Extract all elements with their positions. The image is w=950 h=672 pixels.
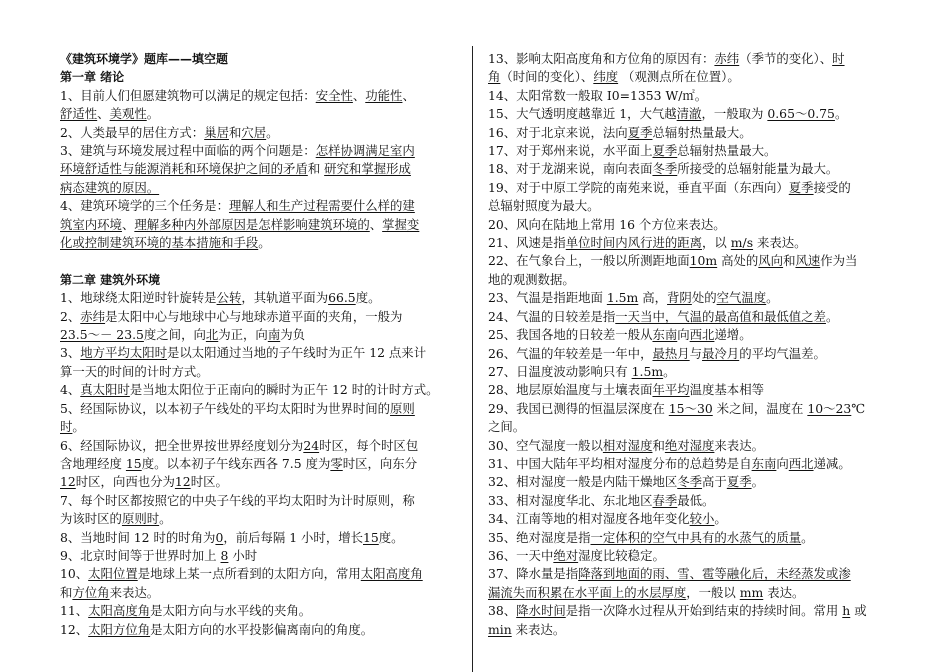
text-segment: 递增。 [714, 327, 752, 343]
text-line [488, 308, 888, 326]
answer-blank: 夏季 [788, 179, 814, 195]
answer-blank: mm [739, 584, 764, 600]
text-line [488, 252, 888, 270]
text-segment: ，其轨道平面为 [241, 290, 329, 306]
answer-blank: 掌握变 [382, 216, 420, 232]
answer-blank: 真太阳时 [80, 382, 130, 398]
answer-blank: 原则 [390, 400, 415, 416]
text-line [60, 216, 465, 234]
answer-blank: 赤纬 [80, 308, 106, 324]
text-segment: 湿度比较稳定。 [578, 547, 665, 563]
text-segment: 38、 [488, 603, 517, 619]
text-segment: 含地理经度 [60, 455, 126, 471]
answer-blank: 1.5m [606, 290, 639, 306]
answer-blank: 15～30 [668, 400, 713, 416]
text-segment: 26、气温的年较差是一年中， [488, 345, 653, 361]
text-segment: 4、 [60, 382, 81, 398]
text-line [488, 271, 888, 289]
text-line [60, 529, 465, 547]
answer-blank: 太阳高度角 [360, 566, 423, 582]
text-line [488, 50, 888, 68]
text-line [60, 381, 465, 399]
text-segment: 。 [801, 529, 814, 545]
text-line [60, 584, 465, 602]
text-line [488, 437, 888, 455]
text-segment: 度。 [378, 529, 404, 545]
answer-blank: 赤纬 [714, 51, 740, 66]
answer-blank: 穴居 [241, 124, 267, 140]
text-line [488, 179, 888, 197]
answer-blank: 夏季 [652, 143, 678, 159]
text-segment: 14、太阳常数一般取 I0=1353 W/㎡。 [488, 87, 708, 103]
text-segment: 温度基本相等 [689, 382, 764, 398]
text-line [60, 105, 465, 123]
text-segment: 12、 [60, 621, 89, 637]
answer-blank: 清澈 [676, 106, 702, 122]
text-segment: 表达。 [763, 584, 805, 600]
text-segment: 6、经国际协议，把全世界按世界经度划分为 [60, 437, 304, 453]
text-segment: 、 [121, 216, 135, 232]
answer-blank: 12 [60, 474, 76, 490]
text-segment: 与 [689, 345, 703, 361]
text-segment: 2、 [60, 308, 81, 324]
answer-blank: 8 [220, 547, 229, 563]
text-segment: 度。以本初子午线东西各 7.5 度为 [141, 455, 331, 471]
answer-blank: 10m [689, 253, 718, 269]
text-segment: 是太阳方向的水平投影偏离南向的角度。 [150, 621, 374, 637]
answer-blank: 冬季 [652, 161, 678, 177]
answer-blank: 纬度 [593, 69, 619, 85]
text-segment: 为正，向 [218, 327, 268, 343]
answer-blank: 太阳位置 [88, 566, 138, 582]
text-line [488, 345, 888, 363]
text-segment: 接受的 [813, 179, 851, 195]
text-segment: 13、影响太阳高度角和方位角的原因有： [488, 51, 715, 66]
text-segment: 。 [766, 290, 779, 306]
text-segment: 4、建筑环境学的三个任务是： [60, 198, 229, 214]
text-segment: 37、降水量是指 [488, 566, 579, 582]
text-line [488, 326, 888, 344]
answer-blank: 零 [330, 455, 343, 471]
answer-blank: 时 [832, 51, 845, 66]
answer-blank: 公转 [216, 290, 242, 306]
text-segment: 1、地球绕太阳逆时针旋转是 [60, 290, 217, 306]
text-segment: 是地球上某一点所看到的太阳方向，常用 [137, 566, 361, 582]
answer-blank: 方位角 [72, 584, 110, 600]
text-line [488, 621, 888, 639]
text-segment: 。 [72, 419, 85, 435]
answer-blank: 夏季 [726, 474, 752, 490]
text-line [60, 160, 465, 178]
text-line [60, 308, 465, 326]
text-segment: 和 [60, 584, 73, 600]
text-segment: 总辐射热量最大。 [677, 143, 777, 159]
text-line [488, 87, 888, 105]
text-segment: 。 [266, 124, 279, 140]
text-line [488, 289, 888, 307]
text-line [488, 492, 888, 510]
answer-blank: h [842, 603, 851, 619]
text-segment: ，一般取为 [701, 106, 768, 122]
answer-blank: 研究和掌握形成 [324, 161, 411, 177]
text-segment: 是以太阳通过当地的子午线时为正午 12 点来计 [167, 345, 427, 361]
text-segment: 28、地层原始温度与土壤表面 [488, 382, 653, 398]
text-segment: 算一天的时间的计时方式。 [60, 363, 209, 379]
answer-blank: m/s [730, 235, 754, 251]
text-segment: 米之间，温度在 [712, 400, 808, 416]
text-segment: 向 [677, 327, 690, 343]
text-segment: 。 [825, 308, 839, 324]
text-segment: 30、空气湿度一般以 [488, 437, 603, 453]
text-segment: 24、气温的日较差是指 [488, 308, 616, 324]
text-segment: ℃ [851, 400, 866, 416]
text-segment: 第一章 绪论 [60, 70, 125, 85]
answer-blank: 西北 [788, 455, 814, 471]
answer-blank: 原则时 [121, 511, 160, 527]
text-segment: 20、风向在陆地上常用 16 个方位来表达。 [488, 216, 726, 232]
text-line [488, 142, 888, 160]
text-segment: 18、对于龙湖来说，南向表面 [488, 161, 653, 177]
answer-blank: 较小 [689, 511, 715, 527]
text-line [60, 510, 465, 528]
text-line [488, 68, 888, 86]
text-line [60, 87, 465, 105]
text-line [60, 473, 465, 491]
text-segment: 总辐射照度为最大。 [488, 198, 600, 214]
answer-blank: 12 [174, 474, 191, 490]
text-segment: 或 [850, 603, 867, 619]
answer-blank: 15 [125, 455, 142, 471]
text-line [488, 529, 888, 547]
text-segment: 是当地太阳位于正南向的瞬时为正午 12 时的计时方式。 [129, 382, 439, 398]
answer-blank: 春季 [652, 492, 678, 508]
text-segment: ，前后每隔 1 小时，增长 [223, 529, 363, 545]
column-divider [472, 46, 473, 672]
answer-blank: 一天当中，气温的最高值和最低值之差 [615, 308, 826, 324]
text-line [488, 105, 888, 123]
text-segment: 。 [714, 511, 727, 527]
text-line [60, 142, 465, 160]
answer-blank: 环境舒适性与能源消耗和环境保护之间的矛盾 [60, 161, 308, 177]
answer-blank: 理解人和生产过程需要什么样的建 [228, 198, 415, 214]
text-segment: 9、北京时间等于世界时加上 [60, 547, 221, 563]
text-segment: 总辐射热量最大。 [652, 124, 752, 140]
answer-blank: 东南 [751, 455, 777, 471]
answer-blank: 1.5m [631, 363, 664, 379]
answer-blank: 15 [363, 529, 379, 545]
text-segment: 来表达。 [753, 235, 807, 251]
text-line [488, 400, 888, 418]
text-segment: 33、相对湿度华北、东北地区 [488, 492, 653, 508]
text-segment: 和 [307, 161, 325, 177]
text-segment: 3、 [60, 345, 81, 361]
text-line [488, 234, 888, 252]
answer-blank: 背阴 [667, 290, 692, 306]
text-segment: 10、 [60, 566, 89, 582]
text-segment: 来表达。 [714, 437, 764, 453]
text-segment: 29、我国已测得的恒温层深度在 [488, 400, 669, 416]
answer-blank: 绝对湿度 [664, 437, 715, 453]
text-segment: 来表达。 [109, 584, 160, 600]
answer-blank: 功能性 [365, 87, 403, 103]
text-segment: 3、建筑与环境发展过程中面临的两个问题是： [60, 143, 316, 159]
text-segment: 16、对于北京来说，法向 [488, 124, 628, 140]
answer-blank: 年平均 [652, 382, 690, 398]
text-segment: 时区。 [190, 474, 228, 490]
text-segment: 来表达。 [511, 621, 566, 637]
answer-blank: 化或控制建筑环境的基本措施和手段 [60, 235, 259, 251]
text-segment: （时间的变化）、 [500, 69, 594, 85]
text-segment: 34、江南等地的相对湿度各地年变化 [488, 511, 690, 527]
text-segment: 5、经国际协议，以本初子午线处的平均太阳时为世界时间的 [60, 400, 391, 416]
text-segment: 为该时区的 [60, 511, 122, 527]
text-segment: 作为当 [820, 253, 858, 269]
text-segment: 31、中国大陆年平均相对湿度分布的总趋势是自 [488, 455, 752, 471]
answer-blank: 66.5 [328, 290, 356, 306]
text-segment: 。 [663, 363, 676, 379]
text-segment: 17、对于郑州来说，水平面上 [488, 143, 653, 159]
text-segment: 处的 [691, 290, 717, 306]
text-line [488, 160, 888, 178]
text-line [60, 326, 465, 344]
text-segment: 35、绝对湿度是指 [488, 529, 591, 545]
text-segment: 。 [751, 474, 764, 490]
text-segment: 最低。 [677, 492, 715, 508]
text-line [488, 381, 888, 399]
text-segment: 递减。 [813, 455, 851, 471]
answer-blank: 风速 [795, 253, 821, 269]
text-segment: 2、人类最早的居住方式： [60, 124, 205, 140]
answer-blank: 病态建筑的原因。 [60, 179, 160, 195]
text-line [488, 602, 888, 620]
text-line [60, 602, 465, 620]
text-segment: （观测点所在位置）。 [618, 69, 740, 85]
answer-blank: 单位时间内风行进的距离 [565, 235, 703, 251]
text-segment: 、 [369, 216, 383, 232]
answer-blank: 风向 [758, 253, 784, 269]
text-segment: 《建筑环境学》题库——填空题 [60, 52, 229, 66]
text-segment: 第二章 建筑外环境 [60, 272, 161, 287]
text-segment: 23、气温是指距地面 [488, 290, 607, 306]
answer-blank: 太阳方位角 [88, 621, 151, 637]
text-segment: 32、相对湿度一般是内陆干燥地区 [488, 474, 678, 490]
text-segment: 度。 [355, 290, 381, 306]
answer-blank: 夏季 [627, 124, 653, 140]
section-heading [60, 271, 465, 289]
answer-blank: min [488, 621, 512, 637]
answer-blank: 地方平均太阳时 [80, 345, 168, 361]
text-segment: ，以 [702, 235, 731, 251]
answer-blank: 绝对 [553, 547, 579, 563]
text-segment: 8、当地时间 12 时的时角为 [60, 529, 216, 545]
answer-blank: 筑室内环境 [60, 216, 122, 232]
answer-blank: 东南 [652, 327, 678, 343]
text-segment: 是太阳方向与水平线的夹角。 [150, 603, 312, 619]
text-segment: 。 [258, 235, 271, 251]
text-line [60, 547, 465, 565]
text-segment: 度之间，向 [143, 327, 206, 343]
text-segment: 高于 [702, 474, 727, 490]
text-segment: 小时 [228, 547, 258, 563]
text-line [60, 234, 465, 252]
answer-blank: 理解多种内外部原因是怎样影响建筑环境的 [134, 216, 370, 232]
text-line [60, 437, 465, 455]
text-segment: 27、日温度波动影响只有 [488, 363, 632, 379]
text-line [60, 455, 465, 473]
answer-blank: 安全性 [315, 87, 353, 103]
answer-blank: 太阳高度角 [88, 603, 151, 619]
text-line [488, 510, 888, 528]
text-segment: 25、我国各地的日较差一般从 [488, 327, 653, 343]
answer-blank: 舒适性 [60, 106, 98, 122]
text-segment: 是指一次降水过程从开始到结束的持续时间。常用 [565, 603, 843, 619]
left-column [60, 50, 465, 639]
answer-blank: 23.5～－ 23.5 [60, 327, 144, 343]
text-line [60, 565, 465, 583]
text-segment: 21、风速是指 [488, 235, 566, 251]
answer-blank: 降水时间 [516, 603, 566, 619]
answer-blank: 西北 [689, 327, 715, 343]
text-segment: 地的观测数据。 [488, 271, 575, 287]
answer-blank: 0.65～0.75 [767, 106, 835, 122]
text-line [488, 455, 888, 473]
text-line [60, 197, 465, 215]
answer-blank: 角 [488, 69, 501, 85]
text-segment: 22、在气象台上，一般以所测距地面 [488, 253, 690, 269]
answer-blank: 冬季 [677, 474, 703, 490]
text-segment: 为负 [280, 327, 305, 343]
answer-blank: 最热月 [652, 345, 690, 361]
answer-blank: 南 [267, 327, 281, 343]
answer-blank: 10～23 [807, 400, 852, 416]
answer-blank: 漏流失而积累在水平面上的水层厚度 [488, 584, 687, 600]
text-line [60, 363, 465, 381]
text-line [488, 473, 888, 491]
text-segment: 、 [97, 106, 110, 122]
text-line [488, 216, 888, 234]
text-segment: 高， [638, 290, 668, 306]
text-segment: 和 [652, 437, 665, 453]
answer-blank: 最冷月 [702, 345, 740, 361]
text-segment: 、 [352, 87, 366, 103]
section-heading [60, 50, 465, 68]
text-line [488, 124, 888, 142]
answer-blank: 时 [60, 419, 73, 435]
answer-blank: 巢居 [204, 124, 229, 140]
text-line [488, 363, 888, 381]
answer-blank: 美观性 [109, 106, 147, 122]
text-line [488, 547, 888, 565]
text-segment: 的平均气温差。 [739, 345, 826, 361]
text-segment: 、 [402, 87, 415, 103]
text-segment: 11、 [60, 603, 89, 619]
text-segment: 和 [228, 124, 242, 140]
text-segment: 19、对于中原工学院的南苑来说，垂直平面（东西向） [488, 179, 789, 195]
text-line [60, 344, 465, 362]
text-segment: （季节的变化）、 [739, 51, 833, 66]
answer-blank: 降落到地面的雨、雪、雹等融化后，未经蒸发或渗 [578, 566, 851, 582]
text-segment: 1、目前人们但愿建筑物可以满足的规定包括： [60, 87, 316, 103]
blank-line [60, 252, 465, 270]
text-segment: 。 [159, 511, 172, 527]
text-line [60, 492, 465, 510]
text-line [60, 418, 465, 436]
answer-blank: 0 [215, 529, 224, 545]
answer-blank: 怎样协调满足室内 [315, 143, 415, 159]
text-segment: 时区，向西也分为 [75, 474, 175, 490]
answer-blank: 北 [205, 327, 219, 343]
answer-blank: 空气温度 [716, 290, 767, 306]
text-line [60, 400, 465, 418]
text-segment: 36、一天中 [488, 547, 554, 563]
text-line [488, 418, 888, 436]
text-segment: 是太阳中心与地球中心与地球赤道平面的夹角，一般为 [105, 308, 403, 324]
text-segment: 7、每个时区都按照它的中央子午线的平均太阳时为计时原则，称 [60, 492, 415, 508]
answer-blank: 24 [303, 437, 320, 453]
text-segment: 时区，向东分 [342, 455, 418, 471]
text-line [488, 584, 888, 602]
text-segment: 时区，每个时区包 [319, 437, 419, 453]
text-line [60, 124, 465, 142]
right-column [488, 50, 888, 639]
text-line [488, 197, 888, 215]
text-line [60, 289, 465, 307]
section-heading [60, 68, 465, 86]
text-segment: 之间。 [488, 419, 526, 435]
answer-blank: 相对湿度 [602, 437, 653, 453]
text-segment: 所接受的总辐射能量为最大。 [677, 161, 839, 177]
text-segment: 15、大气透明度越靠近 1，大气越 [488, 106, 677, 122]
text-line [488, 565, 888, 583]
text-line [60, 179, 465, 197]
text-segment: ，一般以 [686, 584, 740, 600]
text-segment: 。 [834, 106, 848, 122]
text-segment: 。 [146, 106, 160, 122]
text-line [60, 621, 465, 639]
text-segment: 向 [776, 455, 789, 471]
answer-blank: 一定体积的空气中具有的水蒸气的质量 [590, 529, 802, 545]
text-segment: 和 [783, 253, 796, 269]
text-segment: 高处的 [717, 253, 759, 269]
